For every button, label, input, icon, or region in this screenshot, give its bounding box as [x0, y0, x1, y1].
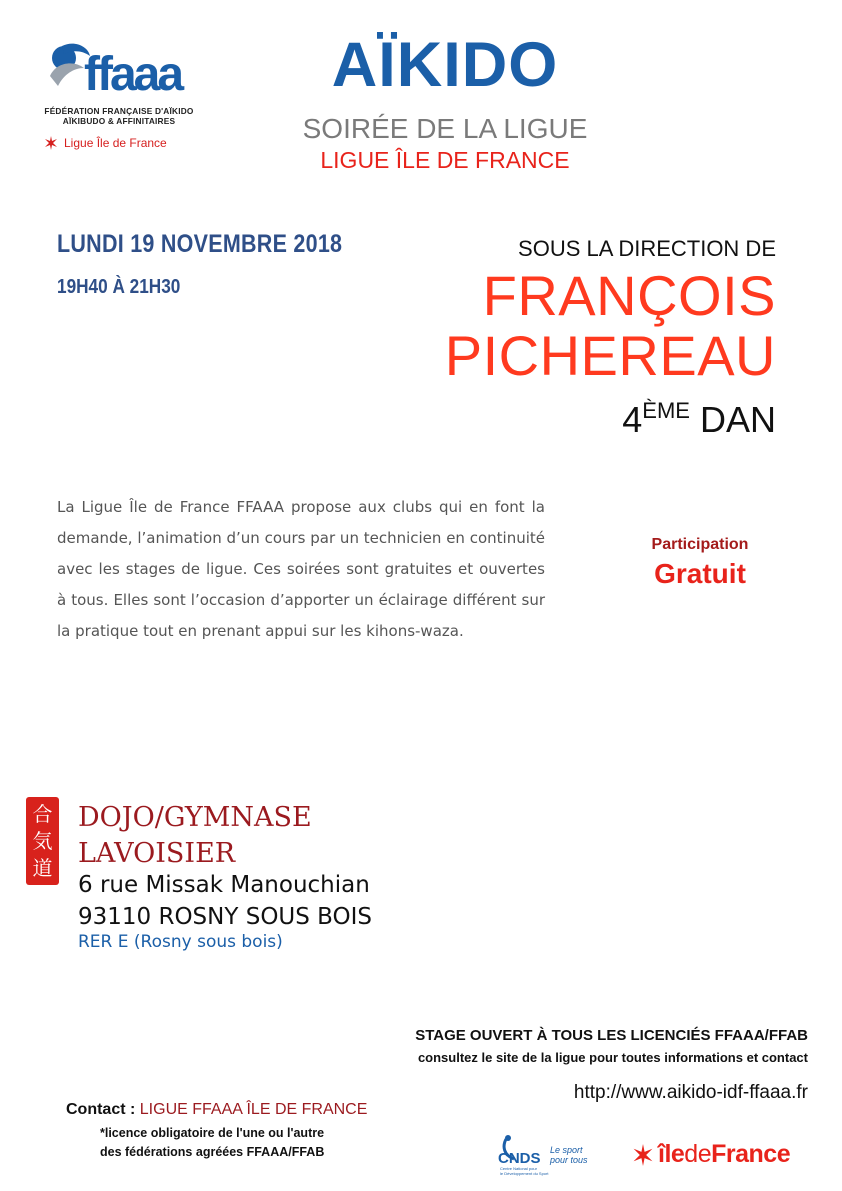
- contact-value: LIGUE FFAAA ÎLE DE FRANCE: [139, 1101, 368, 1118]
- venue-address: [78, 869, 372, 933]
- direction-label: SOUS LA DIRECTION DE: [518, 236, 776, 261]
- event-time: 19H40 À 21H30: [57, 276, 181, 298]
- seal-char-1: 合: [32, 802, 53, 827]
- open-to-notice: STAGE OUVERT À TOUS LES LICENCIÉS FFAAA/FFAB: [415, 1027, 808, 1044]
- venue-name-line-1: DOJO/GYMNASE: [78, 802, 312, 833]
- venue-transport: RER E (Rosny sous bois): [78, 932, 283, 952]
- federation-line-2: AÏKIBUDO & AFFINITAIRES: [62, 116, 176, 126]
- seal-char-2: 気: [32, 828, 53, 853]
- website-link[interactable]: http://www.aikido-idf-ffaaa.fr: [573, 1082, 808, 1103]
- page-subtitle-ligue: LIGUE ÎLE DE FRANCE: [320, 147, 570, 173]
- participation-value: Gratuit: [654, 558, 746, 589]
- page-title: AÏKIDO: [331, 30, 559, 100]
- teacher-grade: [622, 398, 776, 441]
- ile-de-france-logo: [632, 1140, 790, 1169]
- participation-label: Participation: [651, 536, 749, 553]
- event-date: LUNDI 19 NOVEMBRE 2018: [57, 230, 343, 258]
- grade-unit: DAN: [699, 399, 776, 440]
- license-note-line-2: des fédérations agréées FFAAA/FFAB: [100, 1145, 325, 1159]
- federation-line-1: FÉDÉRATION FRANÇAISE D'AÏKIDO: [44, 106, 194, 116]
- page-subtitle: SOIRÉE DE LA LIGUE: [302, 113, 588, 144]
- consult-notice: consultez le site de la ligue pour toutes informations et contact: [417, 1050, 808, 1065]
- license-note: [100, 1124, 324, 1162]
- grade-number: 4: [622, 399, 643, 440]
- idf-de: de: [684, 1140, 712, 1168]
- cnds-label: CNDS: [498, 1150, 541, 1167]
- seal-char-3: 道: [32, 855, 53, 880]
- cnds-logo: [492, 1133, 602, 1177]
- grade-suffix: ÈME: [642, 398, 690, 423]
- venue-street: 6 rue Missak Manouchian: [78, 872, 370, 898]
- cnds-tagline-2: pour tous: [550, 1155, 588, 1165]
- ligue-label: Ligue Île de France: [64, 136, 167, 150]
- aikido-seal-icon: [26, 797, 59, 885]
- venue-name-line-2: LAVOISIER: [78, 838, 236, 869]
- idf-suffix: France: [711, 1140, 791, 1168]
- idf-prefix: île: [658, 1140, 685, 1168]
- teacher-first-name: FRANÇOIS: [482, 264, 776, 327]
- venue-city: 93110 ROSNY SOUS BOIS: [78, 904, 373, 930]
- teacher-last-name: PICHEREAU: [444, 324, 776, 387]
- license-note-line-1: *licence obligatoire de l'une ou l'autre: [100, 1126, 325, 1140]
- teacher-name: [445, 266, 776, 386]
- star-burst-icon: [632, 1144, 654, 1166]
- contact-line: [66, 1101, 367, 1119]
- ffaaa-wordmark: ffaaa: [84, 48, 182, 100]
- cnds-caption-2: le Développement du Sport: [500, 1171, 549, 1176]
- contact-label: Contact :: [66, 1101, 136, 1118]
- cnds-tagline-1: Le sport: [550, 1145, 583, 1155]
- cnds-caption-1: Centre National pour: [500, 1166, 537, 1171]
- venue-name: [78, 800, 312, 872]
- event-description: La Ligue Île de France FFAAA propose aux clubs qui en font la demande, l’animation d’un cours par un technicien en continuité avec les stages de ligue. Ces soirées sont gratuites et ouvertes à tous. Elles sont l’occasion d’apporter un éclairage différent sur la pratique tout en prenant appui sur les kihons-waza.: [57, 498, 545, 640]
